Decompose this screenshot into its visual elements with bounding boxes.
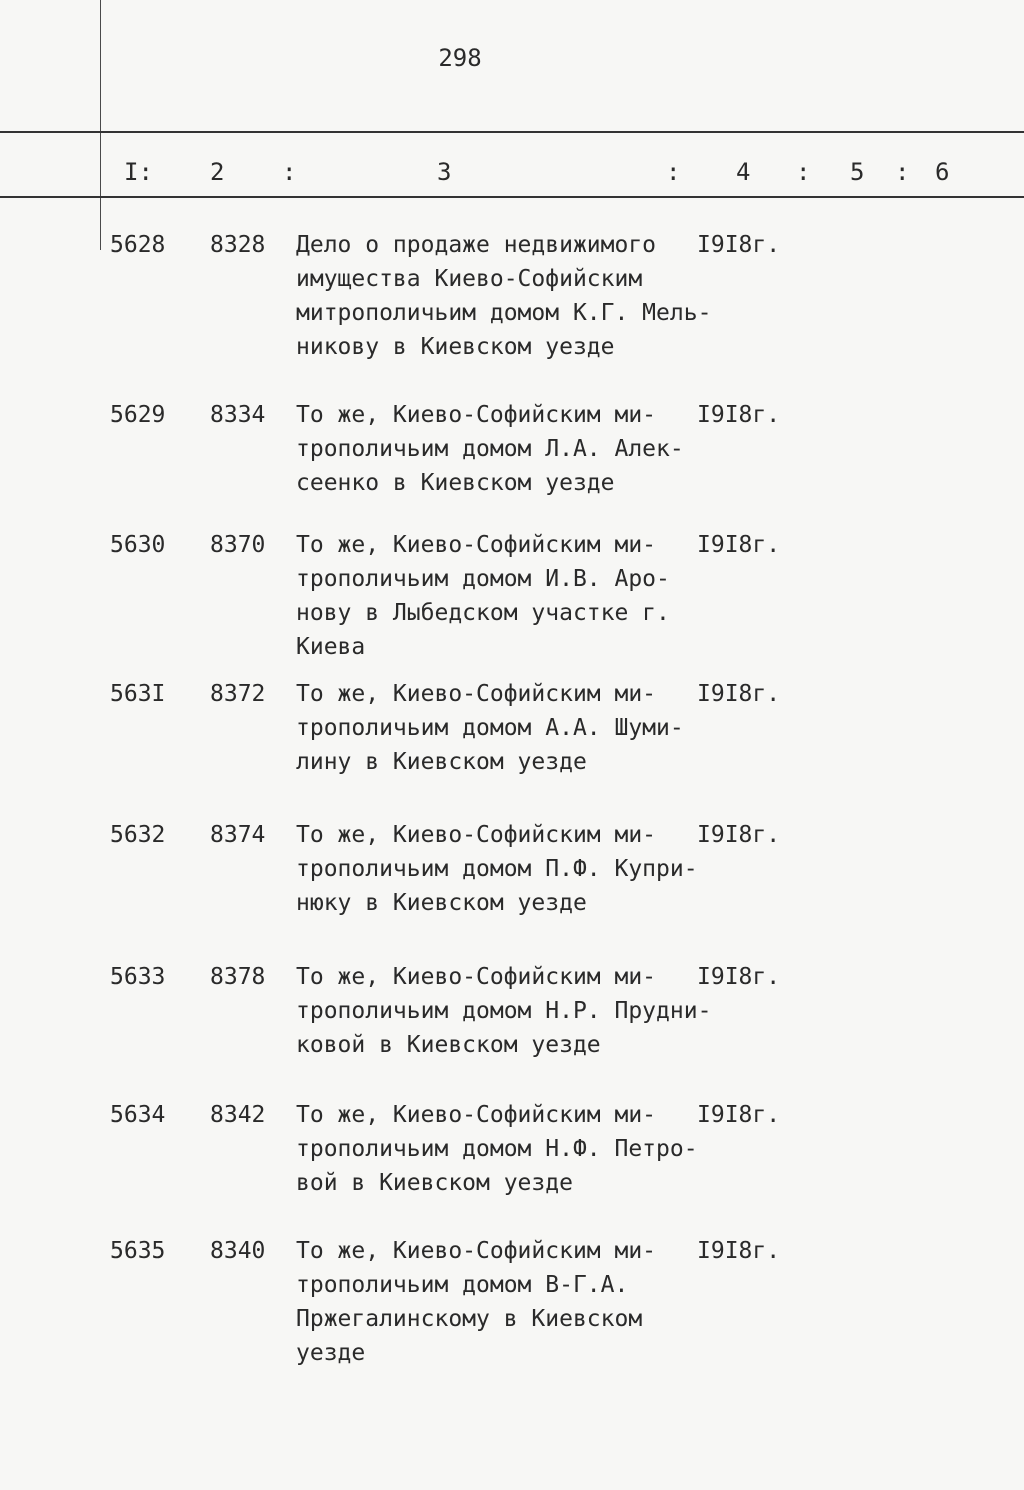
- description-line: уезде: [296, 1340, 366, 1366]
- header-separator: :: [895, 158, 910, 186]
- header-col-1: I:: [124, 158, 153, 186]
- description-line: трополичьим домом Л.А. Алек-: [296, 436, 684, 462]
- header-separator: :: [666, 158, 681, 186]
- header-separator: :: [796, 158, 811, 186]
- header-col-2: 2: [210, 158, 225, 186]
- description-line: нюку в Киевском уезде: [296, 890, 587, 916]
- margin-line: [100, 0, 101, 250]
- record-number: 5632: [110, 822, 166, 848]
- record-year: I9I8г.: [697, 402, 781, 428]
- record-year: I9I8г.: [697, 964, 781, 990]
- record-year: I9I8г.: [697, 1102, 781, 1128]
- page-number: 298: [438, 44, 482, 72]
- record-year: I9I8г.: [697, 681, 781, 707]
- record-description: [296, 1234, 696, 1370]
- description-line: трополичьим домом Н.Р. Прудни-: [296, 998, 712, 1024]
- description-line: никову в Киевском уезде: [296, 334, 615, 360]
- description-line: нову в Лыбедском участке г.: [296, 600, 670, 626]
- record-number: 5629: [110, 402, 166, 428]
- header-col-4: 4: [736, 158, 751, 186]
- description-line: трополичьим домом И.В. Аро-: [296, 566, 670, 592]
- description-line: То же, Киево-Софийским ми-: [296, 964, 657, 990]
- record-number: 5634: [110, 1102, 166, 1128]
- description-line: трополичьим домом Н.Ф. Петро-: [296, 1136, 698, 1162]
- description-line: То же, Киево-Софийским ми-: [296, 402, 657, 428]
- record-code: 8374: [210, 822, 266, 848]
- record-code: 8328: [210, 232, 266, 258]
- description-line: трополичьим домом А.А. Шуми-: [296, 715, 684, 741]
- record-description: [296, 398, 696, 500]
- record-code: 8334: [210, 402, 266, 428]
- record-description: [296, 528, 696, 664]
- description-line: митрополичьим домом К.Г. Мель-: [296, 300, 712, 326]
- record-description: [296, 677, 696, 779]
- description-line: лину в Киевском уезде: [296, 749, 587, 775]
- record-code: 8342: [210, 1102, 266, 1128]
- header-separator: :: [282, 158, 297, 186]
- description-line: Киева: [296, 634, 366, 660]
- description-line: То же, Киево-Софийским ми-: [296, 822, 657, 848]
- record-number: 5633: [110, 964, 166, 990]
- record-number: 5635: [110, 1238, 166, 1264]
- table-header: [0, 158, 1024, 192]
- record-code: 8370: [210, 532, 266, 558]
- record-year: I9I8г.: [697, 532, 781, 558]
- header-col-6: 6: [935, 158, 950, 186]
- description-line: То же, Киево-Софийским ми-: [296, 532, 657, 558]
- header-bottom-rule: [0, 196, 1024, 198]
- description-line: Пржегалинскому в Киевском: [296, 1306, 643, 1332]
- header-col-3: 3: [437, 158, 452, 186]
- record-year: I9I8г.: [697, 1238, 781, 1264]
- description-line: сеенко в Киевском уезде: [296, 470, 615, 496]
- header-col-5: 5: [850, 158, 865, 186]
- description-line: трополичьим домом П.Ф. Купри-: [296, 856, 698, 882]
- record-description: [296, 960, 712, 1062]
- record-description: [296, 1098, 696, 1200]
- description-line: То же, Киево-Софийским ми-: [296, 1102, 657, 1128]
- record-code: 8372: [210, 681, 266, 707]
- record-description: [296, 228, 712, 364]
- description-line: трополичьим домом В-Г.А.: [296, 1272, 629, 1298]
- record-number: 5630: [110, 532, 166, 558]
- description-line: То же, Киево-Софийским ми-: [296, 681, 657, 707]
- description-line: вой в Киевском уезде: [296, 1170, 573, 1196]
- record-code: 8378: [210, 964, 266, 990]
- description-line: Дело о продаже недвижимого: [296, 232, 657, 258]
- record-number: 563I: [110, 681, 166, 707]
- record-description: [296, 818, 696, 920]
- record-code: 8340: [210, 1238, 266, 1264]
- record-year: I9I8г.: [697, 822, 781, 848]
- header-top-rule: [0, 131, 1024, 133]
- description-line: ковой в Киевском уезде: [296, 1032, 601, 1058]
- record-number: 5628: [110, 232, 166, 258]
- description-line: То же, Киево-Софийским ми-: [296, 1238, 657, 1264]
- record-year: I9I8г.: [697, 232, 781, 258]
- description-line: имущества Киево-Софийским: [296, 266, 643, 292]
